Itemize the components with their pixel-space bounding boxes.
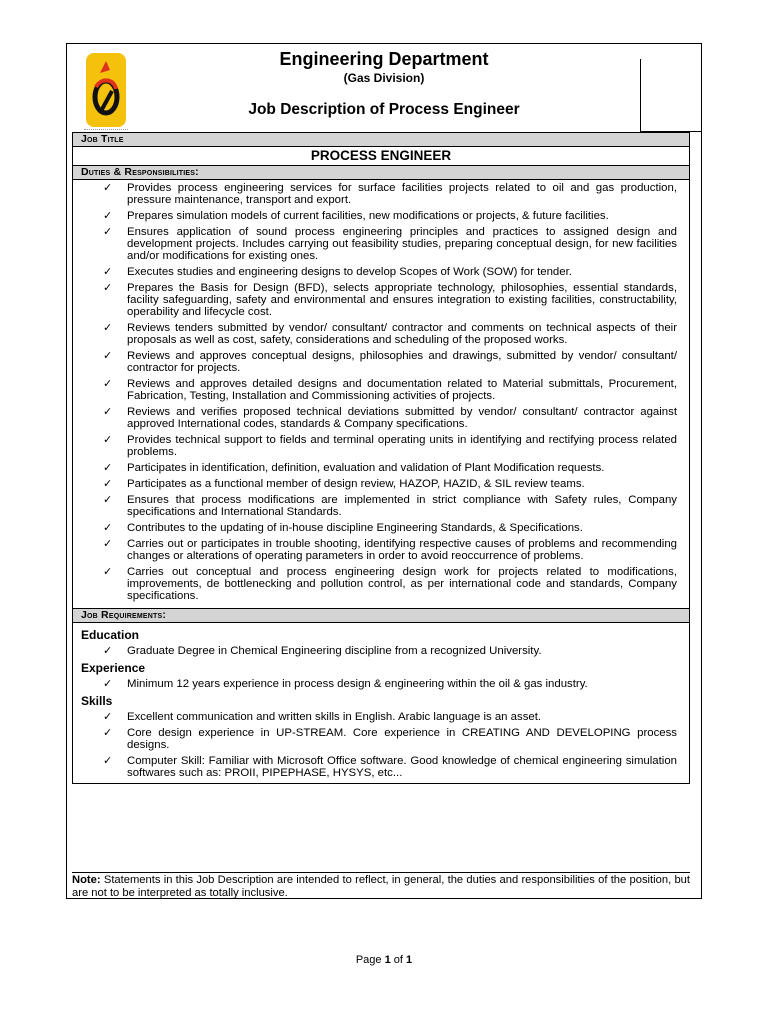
job-title-value: PROCESS ENGINEER (73, 147, 689, 166)
list-item (103, 478, 677, 490)
list-item-text: Computer Skill: Familiar with Microsoft Office software. Good knowledge of chemical engineering simulation softwares such as: PROII, PIPEPHASE, HYSYS, etc... (127, 755, 677, 779)
list-item (103, 494, 677, 518)
job-description-table (72, 132, 690, 784)
list-item (103, 566, 677, 602)
list-item (103, 378, 677, 402)
checkmark-icon: ✓ (103, 645, 113, 657)
list-item-text: Provides technical support to fields and terminal operating units in identifying and rectifying process related problems. (127, 434, 677, 458)
checkmark-icon: ✓ (103, 727, 113, 739)
of-word: of (393, 954, 403, 966)
checkmark-icon: ✓ (103, 406, 113, 418)
checkmark-icon: ✓ (103, 434, 113, 446)
checkmark-icon: ✓ (103, 210, 113, 222)
experience-list (81, 678, 677, 690)
department-title: Engineering Department (279, 49, 489, 69)
list-item-text: Participates in identification, definition, evaluation and validation of Plant Modification requests. (127, 462, 605, 474)
list-item-text: Core design experience in UP-STREAM. Core experience in CREATING AND DEVELOPING process designs. (127, 727, 677, 751)
document-header (66, 43, 702, 132)
list-item-text: Ensures that process modifications are implemented in strict compliance with Safety rules, Company specifications and International Standards. (127, 494, 677, 518)
list-item (103, 678, 677, 690)
list-item (103, 282, 677, 318)
list-item-text: Reviews and approves detailed designs and documentation related to Material submittals, Procurement, Fabrication, Testing, Installation and Commissioning activities of projects. (127, 378, 677, 402)
duties-list (73, 180, 689, 608)
checkmark-icon: ✓ (103, 226, 113, 238)
list-item-text: Executes studies and engineering designs to develop Scopes of Work (SOW) for tender. (127, 266, 572, 278)
checkmark-icon: ✓ (103, 182, 113, 194)
checkmark-icon: ✓ (103, 266, 113, 278)
checkmark-icon: ✓ (103, 462, 113, 474)
list-item-text: Reviews and verifies proposed technical deviations submitted by vendor/ consultant/ contractor against approved International codes, standards & Company specifications. (127, 406, 677, 430)
checkmark-icon: ✓ (103, 678, 113, 690)
experience-heading: Experience (81, 661, 146, 675)
list-item-text: Reviews tenders submitted by vendor/ consultant/ contractor and comments on technical aspects of their proposals as well as cost, safety, considerations and scheduling of the proposed works. (127, 322, 677, 346)
checkmark-icon: ✓ (103, 350, 113, 362)
list-item-text: Graduate Degree in Chemical Engineering discipline from a recognized University. (127, 645, 542, 657)
note-text: Statements in this Job Description are intended to reflect, in general, the duties and responsibilities of the position, but are not to be interpreted as totally inclusive. (72, 874, 690, 899)
skills-heading: Skills (81, 694, 113, 708)
list-item-text: Prepares simulation models of current facilities, new modifications or projects, & future facilities. (127, 210, 609, 222)
list-item-text: Provides process engineering services for surface facilities projects related to oil and gas production, pressure maintenance, transport and export. (127, 182, 677, 206)
note-paragraph (72, 872, 690, 899)
job-title-header: Job Title (73, 133, 689, 147)
note-label: Note: (72, 874, 101, 886)
checkmark-icon: ✓ (103, 494, 113, 506)
list-item (103, 538, 677, 562)
checkmark-icon: ✓ (103, 711, 113, 723)
checkmark-icon: ✓ (103, 282, 113, 294)
checkmark-icon: ✓ (103, 322, 113, 334)
checkmark-icon: ✓ (103, 522, 113, 534)
checkmark-icon: ✓ (103, 478, 113, 490)
list-item (103, 226, 677, 262)
education-heading: Education (81, 628, 140, 642)
list-item-text: Ensures application of sound process engineering principles and practices to assigned design and development projects. Includes carrying out feasibility studies, preparing conceptual design, for new facilities and/or modifications for existing ones. (127, 226, 677, 262)
list-item (103, 462, 677, 474)
checkmark-icon: ✓ (103, 566, 113, 578)
list-item (103, 406, 677, 430)
list-item (103, 210, 677, 222)
list-item-text: Carries out or participates in trouble shooting, identifying respective causes of problems and recommending changes or alterations of operating parameters in order to avoid reoccurrence of problems. (127, 538, 677, 562)
checkmark-icon: ✓ (103, 538, 113, 550)
list-item-text: Minimum 12 years experience in process design & engineering within the oil & gas industry. (127, 678, 588, 690)
checkmark-icon: ✓ (103, 378, 113, 390)
requirements-header: Job Requirements: (73, 608, 689, 623)
list-item (103, 266, 677, 278)
page-current: 1 (384, 954, 391, 966)
skills-list (81, 711, 677, 779)
page-word: Page (355, 954, 382, 966)
header-corner-rule (640, 59, 702, 132)
list-item (103, 522, 677, 534)
list-item-text: Reviews and approves conceptual designs, philosophies and drawings, submitted by vendor/ consultant/ contractor for projects. (127, 350, 677, 374)
list-item-text: Participates as a functional member of design review, HAZOP, HAZID, & SIL review teams. (127, 478, 585, 490)
checkmark-icon: ✓ (103, 755, 113, 767)
education-list (81, 645, 677, 657)
page-footer (0, 954, 768, 966)
list-item (103, 434, 677, 458)
list-item (103, 755, 677, 779)
division-subtitle: (Gas Division) (343, 71, 425, 85)
list-item-text: Carries out conceptual and process engineering design work for projects related to modifications, improvements, de bottlenecking and pollution control, as per international code and standards, Company specifications. (127, 566, 677, 602)
list-item-text: Contributes to the updating of in-house discipline Engineering Standards, & Specifications. (127, 522, 583, 534)
list-item (103, 727, 677, 751)
list-item (103, 645, 677, 657)
list-item-text: Excellent communication and written skills in English. Arabic language is an asset. (127, 711, 542, 723)
page-total: 1 (406, 954, 413, 966)
list-item (103, 182, 677, 206)
list-item-text: Prepares the Basis for Design (BFD), selects appropriate technology, philosophies, essential standards, facility safeguarding, safety and environmental and ensures integration to existing facilities, constructability, operability and lifecycle cost. (127, 282, 677, 318)
list-item (103, 322, 677, 346)
list-item (103, 711, 677, 723)
duties-header: Duties & Responsibilities: (73, 166, 689, 180)
requirements-body (73, 623, 689, 779)
job-description-title: Job Description of Process Engineer (248, 101, 520, 118)
list-item (103, 350, 677, 374)
